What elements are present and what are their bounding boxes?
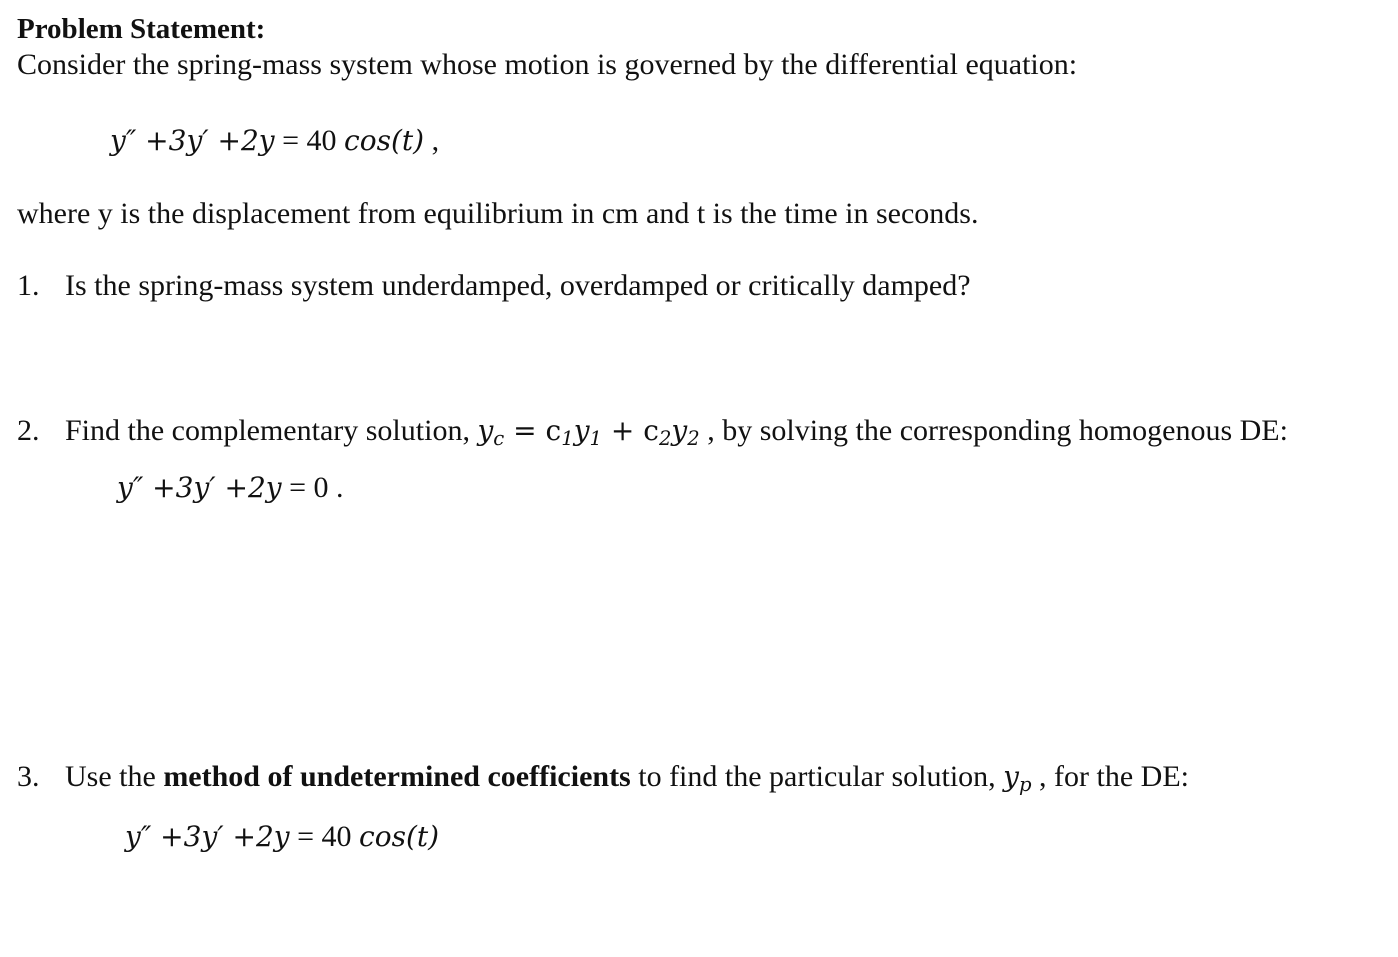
question-1-text: Is the spring-mass system underdamped, overdamped or critically damped? xyxy=(65,269,971,302)
question-2-text-after: , by solving the corresponding homogenous DE: xyxy=(699,414,1288,447)
question-2-yc-math: $y_c = c_1y_1 + c_2y_2$ xyxy=(477,414,700,450)
question-2-equation-lhs: y″ +3y′ +2y xyxy=(117,471,282,504)
problem-intro: Consider the spring-mass system whose motion is governed by the differential equation: xyxy=(17,48,1078,81)
main-equation-trailing: , xyxy=(424,124,440,157)
question-3-yp-math: $y_p$ xyxy=(1003,760,1032,796)
question-3-text-before: Use the xyxy=(65,760,164,793)
question-3-text-after: , for the DE: xyxy=(1031,760,1189,793)
definition-text: where y is the displacement from equilibrium in cm and t is the time in seconds. xyxy=(17,197,979,230)
question-3-text-middle: to find the particular solution, xyxy=(630,760,1004,793)
main-equation-lhs: y″ +3y′ +2y xyxy=(110,124,275,157)
question-3 xyxy=(17,759,1189,795)
question-3-equation xyxy=(125,819,439,855)
question-2-equation-trailing: . xyxy=(328,471,344,504)
question-2-equation-equals: = xyxy=(289,471,307,504)
question-3-equation-equals: = xyxy=(297,820,315,853)
main-equation-equals: = xyxy=(282,124,300,157)
main-equation-rhs-num: 40 xyxy=(306,124,337,157)
main-equation xyxy=(110,123,439,159)
question-3-bold-method: method of undetermined coefficients xyxy=(163,760,631,793)
question-2-equation xyxy=(117,470,344,506)
question-3-equation-rhs-func: cos(t) xyxy=(359,820,440,853)
question-2-equation-rhs: 0 xyxy=(313,471,329,504)
question-3-equation-rhs-num: 40 xyxy=(321,820,352,853)
question-2-number: 2. xyxy=(17,414,40,447)
question-2 xyxy=(17,413,1288,449)
question-2-text-before: Find the complementary solution, xyxy=(65,414,478,447)
question-1-number: 1. xyxy=(17,269,40,302)
problem-title: Problem Statement: xyxy=(17,13,266,45)
question-3-number: 3. xyxy=(17,760,40,793)
main-equation-rhs-func: cos(t) xyxy=(344,124,425,157)
question-1 xyxy=(17,268,971,304)
question-3-equation-lhs: y″ +3y′ +2y xyxy=(125,820,290,853)
